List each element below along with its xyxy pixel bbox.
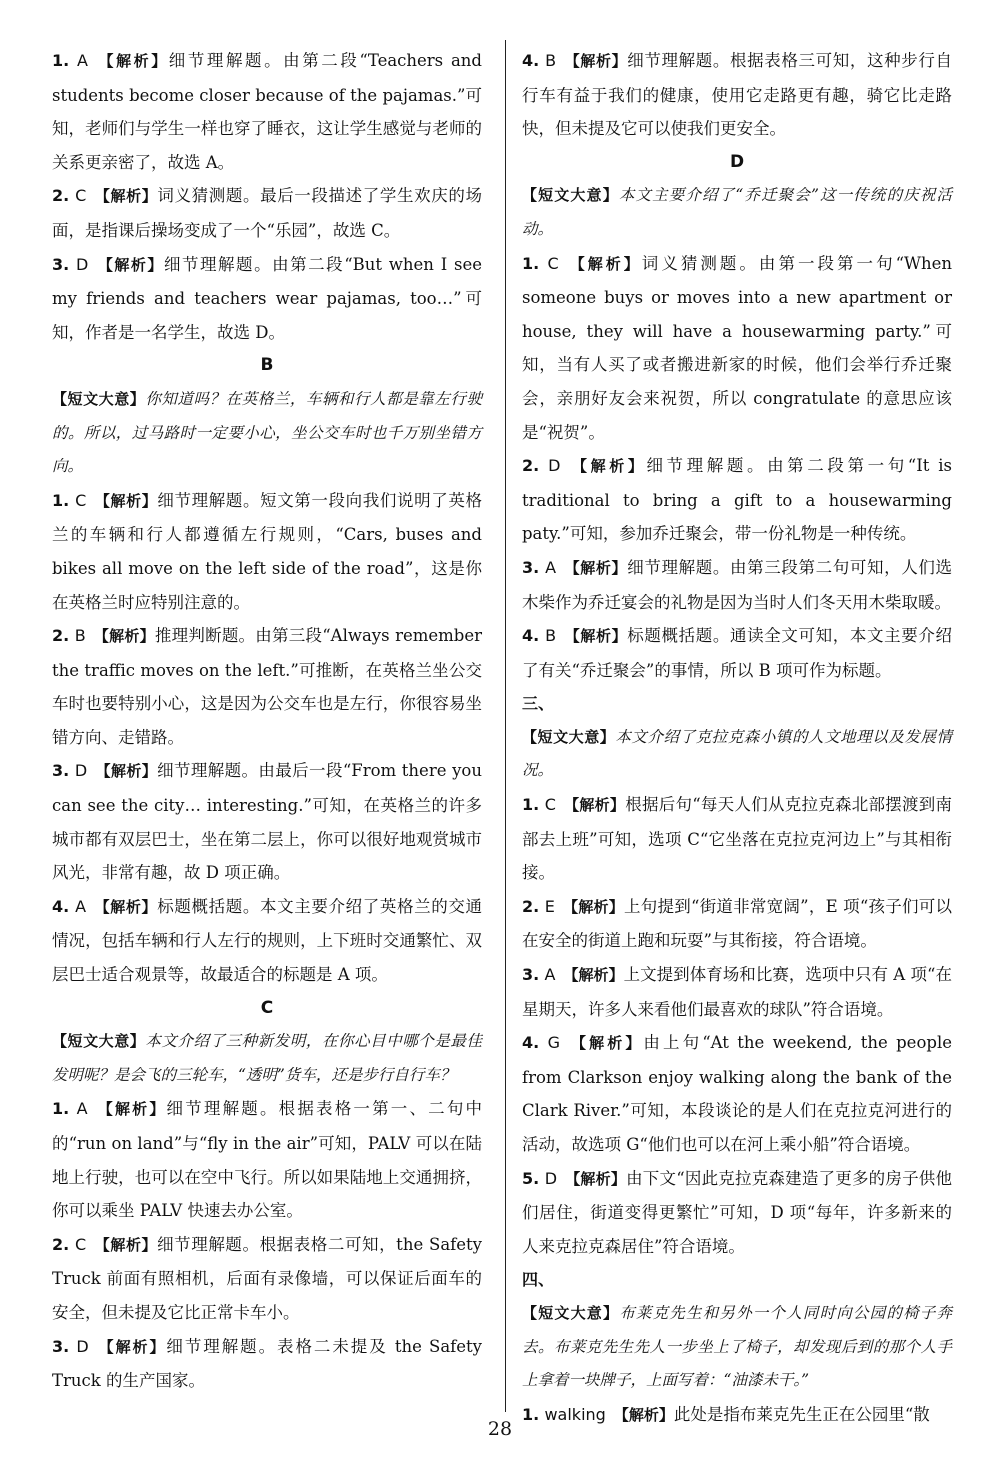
answer-c1: 1. A 【解析】细节理解题。根据表格一第一、二句中的“run on land”与“fly in the air”可知，PALV 可以在陆地上行驶，也可以在空中飞行。所以如果陆地上交通拥挤，你可以乘坐 PALV 快速去办公室。 [52,1099,483,1221]
answer-e1: 1. C 【解析】根据后句“每天人们从克拉克森北部摆渡到南部去上班”可知，选项 C“它坐落在克拉克河边上”与其相衔接。 [522,795,953,883]
part-heading-3: 三、 [522,694,555,714]
answer-e4: 4. G 【解析】由上句“At the weekend, the people from Clarkson enjoy walking along the bank of the Clark River.”可知，本段谈论的是人们在克拉克河进行的活动，故选项 G“他们也可以在河上乘小船”符合语境。 [522,1033,952,1154]
answer-a2: 2. C 【解析】词义猜测题。最后一段描述了学生欢庆的场面，是指课后操场变成了一个“乐园”，故选 C。 [52,186,482,240]
answer-d1: 1. C 【解析】词义猜测题。由第一段第一句“When someone buys or moves into a new apartment or house, they will have a housewarming party.”可知，当有人买了或者搬进新家的时候，他们会举行乔迁聚会，亲朋好友会来祝贺，所以 congratulate 的意思应该是“祝贺”。 [522,253,952,442]
summary-b: 【短文大意】你知道吗？在英格兰，车辆和行人都是靠左行驶的。所以，过马路时一定要小心，坐公交车时也千万别坐错方向。 [52,389,482,476]
answer-f1: 1. walking 【解析】此处是指布莱克先生正在公园里“散 [522,1404,930,1424]
answer-b3: 3. D 【解析】细节理解题。由最后一段“From there you can see the city… interesting.”可知，在英格兰的许多城市都有双层巴士，坐在第二层上，你可以很好地观赏城市风光，非常有趣，故 D 项正确。 [52,761,482,883]
page-number: 28 [487,1418,513,1440]
summary-d: 【短文大意】本文主要介绍了“乔迁聚会”这一传统的庆祝活动。 [522,186,952,238]
answer-d3: 3. A 【解析】细节理解题。由第三段第二句可知，人们选木柴作为乔迁宴会的礼物是因为当时人们冬天用木柴取暖。 [522,557,952,612]
answer-d4: 4. B 【解析】标题概括题。通读全文可知，本文主要介绍了有关“乔迁聚会”的事情，所以 B 项可作为标题。 [522,626,952,680]
answer-c3: 3. D 【解析】细节理解题。表格二未提及 the Safety Truck 的生产国家。 [52,1336,482,1391]
answer-b4: 4. A 【解析】标题概括题。本文主要介绍了英格兰的交通情况，包括车辆和行人左行的规则，上下班时交通繁忙、双层巴士适合观景等，故最适合的标题是 A 项。 [52,896,482,985]
section-heading-d: D [729,151,745,172]
answer-d2: 2. D 【解析】细节理解题。由第二段第一句“It is traditional to bring a gift to a housewarming paty.”可知，参加乔迁聚会，带一份礼物是一种传统。 [522,456,952,544]
answer-e3: 3. A 【解析】上文提到体育场和比赛，选项中只有 A 项“在星期天，许多人来看他们最喜欢的球队”符合语境。 [522,965,952,1019]
answer-b1: 1. C 【解析】细节理解题。短文第一段向我们说明了英格兰的车辆和行人都遵循左行规则，“Cars, buses and bikes all move on the left side of the road”，这是你在英格兰时应特别注意的。 [52,490,482,612]
answer-b2: 2. B 【解析】推理判断题。由第三段“Always remember the traffic moves on the left.”可推断，在英格兰坐公交车时也要特别小心，这是因为公交车也是左行，你很容易坐错方向、走错路。 [52,626,482,747]
summary-part-3: 【短文大意】本文介绍了克拉克森小镇的人文地理以及发展情况。 [522,727,952,780]
summary-c: 【短文大意】本文介绍了三种新发明，在你心目中哪个是最佳发明呢？是会飞的三轮车，“透明”货车，还是步行自行车？ [52,1032,482,1084]
summary-part-4: 【短文大意】布莱克先生和另外一个人同时向公园的椅子奔去。布莱克先生先人一步坐上了椅子，却发现后到的那个人手上拿着一块牌子，上面写着：“油漆未干。” [522,1303,952,1390]
part-heading-4: 四、 [522,1270,555,1290]
left-column [52,44,482,1398]
answer-e5: 5. D 【解析】由下文“因此克拉克森建造了更多的房子供他们居住，街道变得更繁忙”可知，D 项“每年，许多新来的人来克拉克森居住”符合语境。 [522,1168,953,1256]
answer-e2: 2. E 【解析】上句提到“街道非常宽阔”，E 项“孩子们可以在安全的街道上跑和玩耍”与其衔接，符合语境。 [522,896,952,951]
column-divider [505,40,506,1412]
section-heading-c: C [260,997,274,1018]
right-column [522,44,952,1432]
answer-a1: 1. A 【解析】细节理解题。由第二段“Teachers and students become closer because of the pajamas.”可知，老师们与学生一样也穿了睡衣，这让学生感觉与老师的关系更亲密了，故选 A。 [52,51,482,172]
section-heading-b: B [260,355,274,376]
answer-c4: 4. B 【解析】细节理解题。根据表格三可知，这种步行自行车有益于我们的健康，使用它走路更有趣，骑它比走路快，但未提及它可以使我们更安全。 [522,51,952,139]
answer-c2: 2. C 【解析】细节理解题。根据表格二可知，the Safety Truck 前面有照相机，后面有录像墙，可以保证后面车的安全，但未提及它比正常卡车小。 [52,1234,482,1322]
answer-a3: 3. D 【解析】细节理解题。由第二段“But when I see my friends and teachers wear pajamas, too…”可知，作者是一名学生，故选 D。 [52,254,482,342]
